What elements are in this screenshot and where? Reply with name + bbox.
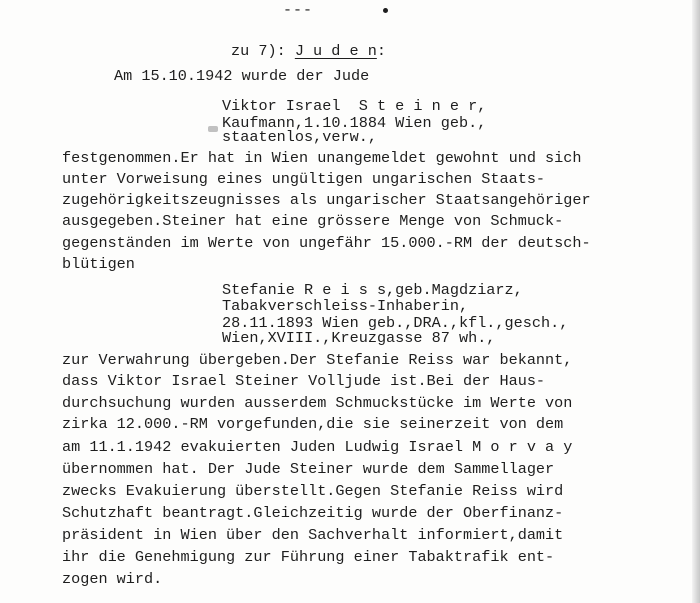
text-line: zirka 12.000.-RM vorgefunden,die sie seinerzeit von dem (62, 415, 564, 433)
text-line: Stefanie R e i s s,geb.Magdziarz, (222, 281, 523, 299)
heading-suffix: : (376, 42, 386, 60)
text-line: unter Vorweisung eines ungültigen ungarischen Staats- (62, 170, 546, 188)
text-line: 28.11.1893 Wien geb.,DRA.,kfl.,gesch., (222, 314, 569, 332)
text-line: Viktor Israel S t e i n e r, (222, 97, 487, 115)
ink-smudge (208, 126, 218, 132)
text-line: gegenständen im Werte von ungefähr 15.000.-RM der deutsch- (62, 234, 591, 252)
text-line: Kaufmann,1.10.1884 Wien geb., (222, 114, 487, 132)
text-line: zwecks Evakuierung überstellt.Gegen Stefanie Reiss wird (62, 482, 564, 500)
text-line: blütigen (62, 255, 135, 273)
text-line: zugehörigkeitszeugnisses als ungarischer Staatsangehöriger (62, 191, 591, 209)
text-line: Schutzhaft beantragt.Gleichzeitig wurde der Oberfinanz- (62, 504, 564, 522)
text-line: ausgegeben.Steiner hat eine grössere Menge von Schmuck- (62, 212, 564, 230)
text-line: festgenommen.Er hat in Wien unangemeldet gewohnt und sich (62, 149, 582, 167)
text-line: ihr die Genehmigung zur Führung einer Tabaktrafik ent- (62, 548, 555, 566)
text-line: durchsuchung wurden ausserdem Schmuckstücke im Werte von (62, 394, 573, 412)
heading-title: J u d e n (294, 42, 377, 60)
text-line: übernommen hat. Der Jude Steiner wurde dem Sammellager (62, 460, 555, 478)
text-line: dass Viktor Israel Steiner Volljude ist.Bei der Haus- (62, 372, 546, 390)
page-edge-shadow (692, 0, 700, 603)
text-line: zogen wird. (62, 570, 163, 588)
section-heading (231, 42, 386, 60)
text-line: Wien,XVIII.,Kreuzgasse 87 wh., (222, 329, 496, 347)
text-line: staatenlos,verw., (222, 128, 377, 146)
text-line: präsident in Wien über den Sachverhalt informiert,damit (62, 526, 564, 544)
text-line: zur Verwahrung übergeben.Der Stefanie Reiss war bekannt, (62, 351, 573, 369)
heading-prefix: zu 7): (231, 42, 295, 60)
text-line: Am 15.10.1942 wurde der Jude (114, 67, 370, 85)
header-dash: --- (283, 2, 314, 19)
text-line: Tabakverschleiss-Inhaberin, (222, 297, 469, 315)
text-line: am 11.1.1942 evakuierten Juden Ludwig Israel M o r v a y (62, 438, 573, 456)
ink-dot (383, 8, 388, 13)
